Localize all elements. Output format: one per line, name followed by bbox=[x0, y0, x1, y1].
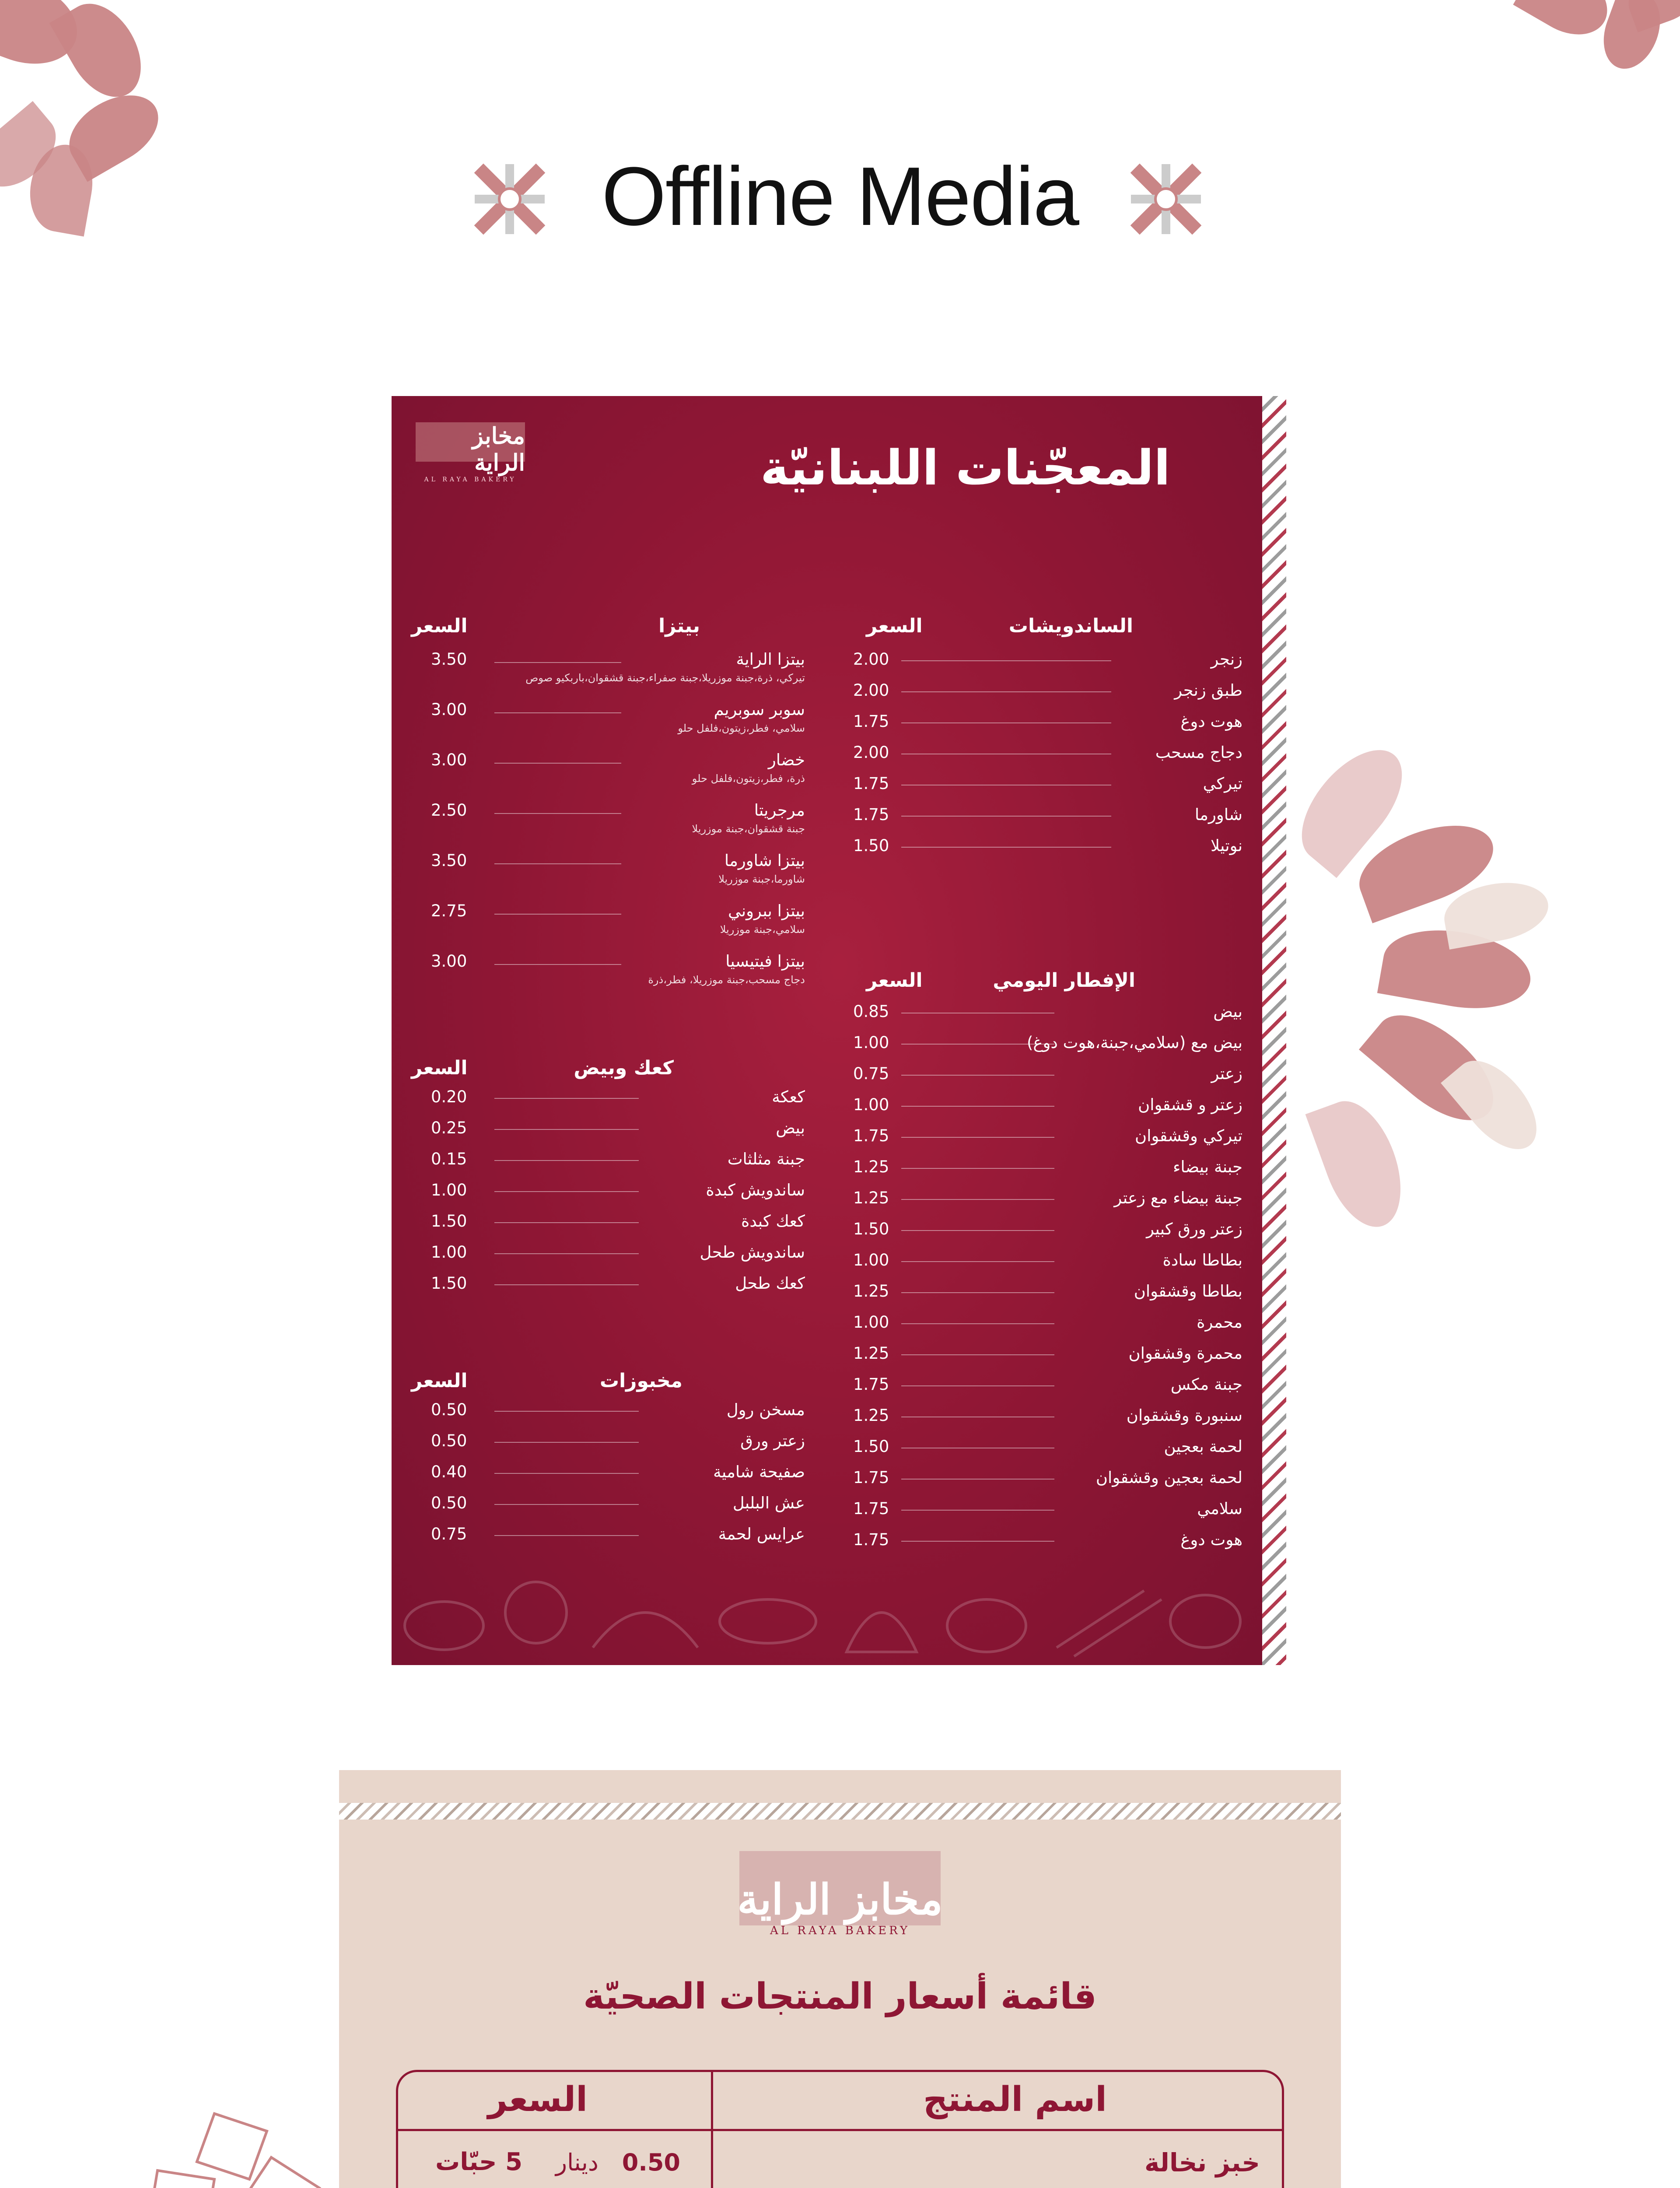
menu-item-leader-line bbox=[494, 1160, 639, 1161]
menu-item-leader-line bbox=[494, 1098, 639, 1099]
menu-item-name: تيركي وقشقوان bbox=[1135, 1126, 1242, 1145]
menu-item-leader-line bbox=[901, 1075, 1054, 1076]
menu-item-leader-line bbox=[901, 1323, 1054, 1324]
sandwiches-heading: الساندويشات bbox=[1008, 615, 1133, 637]
menu-item-price: 1.50 bbox=[853, 1437, 889, 1456]
menu-item-price: 1.25 bbox=[853, 1406, 889, 1425]
menu-item-price: 1.50 bbox=[431, 1274, 467, 1293]
bread-line-art bbox=[392, 1560, 1262, 1665]
menu-item-row bbox=[853, 1406, 1242, 1437]
menu-item-price: 1.50 bbox=[853, 836, 889, 855]
menu-item-price: 3.50 bbox=[431, 851, 467, 870]
menu-item-row bbox=[853, 650, 1242, 680]
menu-item-name: سنبورة وقشقوان bbox=[1126, 1406, 1242, 1425]
menu-item-leader-line bbox=[494, 813, 621, 814]
menu-item-row bbox=[853, 1251, 1242, 1281]
menu-item-leader-line bbox=[494, 1442, 639, 1443]
menu-item-leader-line bbox=[901, 1199, 1054, 1200]
product-currency: دينار bbox=[556, 2149, 598, 2176]
pizza-price-heading: السعر bbox=[411, 615, 468, 637]
menu-item-price: 1.50 bbox=[853, 1220, 889, 1238]
menu-item-leader-line bbox=[901, 1106, 1054, 1107]
menu-item-leader-line bbox=[901, 816, 1111, 817]
menu-item-leader-line bbox=[494, 1473, 639, 1474]
menu-item-row bbox=[853, 805, 1242, 836]
menu-item-price: 3.50 bbox=[431, 650, 467, 669]
menu-item-name: بيتزا الراية bbox=[736, 650, 805, 669]
menu-item-name: زعتر bbox=[1211, 1064, 1242, 1083]
pizza-heading: بيتزا bbox=[658, 615, 700, 637]
menu-item-name: مرجريتا bbox=[754, 801, 805, 820]
menu-item-name: كعك طحل bbox=[735, 1274, 805, 1293]
menu-item-leader-line bbox=[901, 1510, 1054, 1511]
menu-item-row bbox=[416, 1431, 805, 1462]
product-column-header: اسم المنتج bbox=[923, 2080, 1107, 2119]
menu-item-row bbox=[416, 1119, 805, 1149]
menu-item-row bbox=[416, 1150, 805, 1180]
menu-item-name: بيتزا ببروني bbox=[728, 901, 805, 920]
baked-price-heading: السعر bbox=[411, 1370, 468, 1392]
menu-item-price: 0.40 bbox=[431, 1462, 467, 1481]
menu-item-row bbox=[853, 1313, 1242, 1343]
menu-item-price: 1.25 bbox=[853, 1344, 889, 1363]
menu-item-name: بطاطا سادة bbox=[1162, 1251, 1242, 1269]
top-braid-border bbox=[339, 1803, 1341, 1820]
menu-item-description: سلامي،جبنة موزريلا bbox=[720, 923, 805, 936]
menu-item-leader-line bbox=[494, 662, 621, 663]
menu-item-price: 3.00 bbox=[431, 952, 467, 971]
menu-item-row bbox=[416, 1087, 805, 1118]
menu-item-leader-line bbox=[901, 1230, 1054, 1231]
menu-item-price: 1.75 bbox=[853, 1375, 889, 1394]
menu-item-row bbox=[416, 1243, 805, 1273]
healthy-menu-title: قائمة أسعار المنتجات الصحيّة bbox=[583, 1976, 1097, 2017]
menu-item-row bbox=[416, 1274, 805, 1304]
right-flower-decoration bbox=[1269, 744, 1575, 1313]
menu-item-description: دجاج مسحب،جبنة موزريلا، فطر،ذرة bbox=[648, 974, 805, 986]
menu-item-name: بيض bbox=[1213, 1002, 1242, 1021]
menu-item-row bbox=[853, 681, 1242, 712]
menu-item-leader-line bbox=[901, 660, 1111, 661]
menu-item-row bbox=[853, 1002, 1242, 1033]
menu-item-price: 2.00 bbox=[853, 681, 889, 700]
menu-item-price: 0.20 bbox=[431, 1087, 467, 1106]
menu-item-leader-line bbox=[901, 1479, 1054, 1480]
product-price: 0.50 bbox=[622, 2149, 680, 2176]
menu-item-price: 1.75 bbox=[853, 1530, 889, 1549]
menu-item-name: عرايس لحمة bbox=[718, 1525, 805, 1543]
page-title: Offline Media bbox=[602, 150, 1078, 243]
pizza-section bbox=[411, 615, 805, 1009]
menu-item-price: 0.85 bbox=[853, 1002, 889, 1021]
menu-item-name: سلامي bbox=[1197, 1499, 1242, 1518]
menu-item-name: صفيحة شامية bbox=[713, 1462, 805, 1481]
menu-item-name: جبنة مكس bbox=[1170, 1375, 1242, 1394]
menu-item-price: 3.00 bbox=[431, 700, 467, 719]
menu-item-leader-line bbox=[901, 847, 1111, 848]
menu-item-name: لحمة بعجين bbox=[1164, 1437, 1242, 1456]
menu-item-price: 0.50 bbox=[431, 1494, 467, 1512]
menu-item-row bbox=[853, 1437, 1242, 1468]
menu-item-leader-line bbox=[901, 1385, 1054, 1386]
menu-item-name: بيض bbox=[776, 1119, 805, 1137]
menu-item-name: هوت دوغ bbox=[1180, 712, 1242, 731]
sandwiches-section bbox=[853, 615, 1242, 886]
product-name: خبز نخالة bbox=[1144, 2148, 1260, 2177]
menu-item-name: بيتزا شاورما bbox=[724, 851, 805, 870]
menu-item-row bbox=[416, 1400, 805, 1431]
menu-item-row bbox=[853, 1344, 1242, 1375]
menu-item-name: دجاج مسحب bbox=[1155, 743, 1242, 762]
menu-item-leader-line bbox=[494, 1284, 639, 1285]
price-column-header: السعر bbox=[488, 2080, 588, 2119]
menu-item-row bbox=[853, 1468, 1242, 1499]
menu-item-leader-line bbox=[901, 722, 1111, 723]
menu-item-description: جبنة قشقوان،جبنة موزريلا bbox=[692, 823, 805, 835]
menu-item-row bbox=[853, 1189, 1242, 1219]
menu-item-row bbox=[853, 712, 1242, 743]
menu-item-row bbox=[853, 836, 1242, 867]
menu-item-name: خضار bbox=[768, 750, 805, 769]
menu-item-name: كعكة bbox=[772, 1087, 805, 1106]
left-outline-flower-decoration bbox=[83, 2079, 346, 2188]
logo-arabic-text-beige: مخابز الراية bbox=[737, 1874, 943, 1924]
menu-item-leader-line bbox=[901, 1354, 1054, 1355]
menu-item-price: 1.75 bbox=[853, 774, 889, 793]
logo-arabic-text: مخابز الراية bbox=[472, 423, 525, 476]
menu-item-row bbox=[853, 1530, 1242, 1561]
menu-item-name: تيركي bbox=[1203, 774, 1242, 793]
menu-item-leader-line bbox=[494, 1191, 639, 1192]
menu-item-price: 2.75 bbox=[431, 901, 467, 920]
menu-item-name: طبق زنجر bbox=[1174, 681, 1242, 700]
menu-item-row bbox=[853, 743, 1242, 774]
sandwiches-price-heading: السعر bbox=[866, 615, 923, 637]
menu-item-name: جبنة بيضاء bbox=[1172, 1157, 1242, 1176]
menu-item-description: ذرة، فطر،زيتون،فلفل حلو bbox=[692, 772, 805, 785]
menu-item-name: محمرة وقشقوان bbox=[1128, 1344, 1242, 1363]
menu-item-price: 1.25 bbox=[853, 1189, 889, 1207]
menu-item-price: 1.00 bbox=[853, 1095, 889, 1114]
menu-item-name: زنجر bbox=[1211, 650, 1242, 669]
menu-item-name: زعتر ورق كبير bbox=[1146, 1220, 1242, 1238]
menu-item-row bbox=[853, 1282, 1242, 1312]
lebanese-pastries-menu bbox=[392, 396, 1286, 1665]
menu-item-leader-line bbox=[494, 763, 621, 764]
menu-item-leader-line bbox=[494, 863, 621, 864]
menu-item-price: 0.25 bbox=[431, 1119, 467, 1137]
kaak-heading: كعك وبيض bbox=[574, 1057, 674, 1079]
menu-item-leader-line bbox=[494, 1129, 639, 1130]
menu-item-name: هوت دوغ bbox=[1180, 1530, 1242, 1549]
menu-item-leader-line bbox=[494, 712, 621, 713]
menu-item-price: 1.00 bbox=[853, 1033, 889, 1052]
menu-item-name: مسخن رول bbox=[726, 1400, 805, 1419]
product-unit: 5 حبّات bbox=[435, 2148, 522, 2176]
baked-heading: مخبوزات bbox=[599, 1370, 682, 1392]
menu-item-row bbox=[853, 1499, 1242, 1530]
menu-item-price: 2.50 bbox=[431, 801, 467, 820]
menu-item-row bbox=[416, 1525, 805, 1555]
menu-item-price: 1.00 bbox=[431, 1181, 467, 1199]
menu-item-row bbox=[853, 1095, 1242, 1126]
menu-item-row bbox=[416, 1462, 805, 1493]
menu-item-name: كعك كبدة bbox=[741, 1212, 805, 1231]
menu-item-row bbox=[853, 1126, 1242, 1157]
menu-item-price: 0.75 bbox=[431, 1525, 467, 1543]
menu-item-name: عش البلبل bbox=[732, 1494, 805, 1512]
menu-item-row bbox=[853, 1157, 1242, 1188]
menu-item-price: 0.50 bbox=[431, 1400, 467, 1419]
menu-item-price: 0.15 bbox=[431, 1150, 467, 1168]
kaak-price-heading: السعر bbox=[411, 1057, 468, 1079]
menu-item-price: 1.25 bbox=[853, 1282, 889, 1301]
menu-item-leader-line bbox=[494, 1253, 639, 1254]
menu-item-row bbox=[416, 650, 805, 684]
menu-item-price: 1.50 bbox=[431, 1212, 467, 1231]
menu-item-name: زعتر ورق bbox=[740, 1431, 805, 1450]
menu-item-row bbox=[416, 750, 805, 785]
menu-item-price: 1.75 bbox=[853, 805, 889, 824]
menu-item-name: لحمة بعجين وقشقوان bbox=[1096, 1468, 1242, 1487]
table-row bbox=[398, 2129, 1282, 2188]
menu-item-row bbox=[416, 1181, 805, 1211]
menu-item-price: 2.00 bbox=[853, 743, 889, 762]
menu-title: المعجّنات اللبنانيّة bbox=[760, 440, 1170, 496]
menu-item-name: ساندويش طحل bbox=[700, 1243, 805, 1262]
menu-item-price: 1.00 bbox=[431, 1243, 467, 1262]
logo-english-text: AL RAYA BAKERY bbox=[424, 476, 517, 483]
logo-english-text-beige: AL RAYA BAKERY bbox=[770, 1924, 910, 1937]
menu-item-row bbox=[853, 774, 1242, 805]
menu-item-row bbox=[853, 1033, 1242, 1064]
breakfast-price-heading: السعر bbox=[866, 969, 923, 992]
menu-item-price: 0.75 bbox=[853, 1064, 889, 1083]
menu-item-name: شاورما bbox=[1194, 805, 1242, 824]
menu-item-leader-line bbox=[494, 1222, 639, 1223]
menu-item-row bbox=[416, 700, 805, 734]
menu-item-price: 1.75 bbox=[853, 1126, 889, 1145]
menu-item-name: بيتزا فيتيسيا bbox=[725, 952, 805, 971]
menu-item-row bbox=[416, 901, 805, 936]
menu-item-row bbox=[416, 1494, 805, 1524]
menu-item-name: محمرة bbox=[1197, 1313, 1242, 1332]
menu-item-row bbox=[853, 1064, 1242, 1095]
menu-item-name: جبنة مثلثات bbox=[727, 1150, 805, 1168]
menu-item-description: شاورما،جبنة موزريلا bbox=[718, 873, 805, 885]
menu-item-leader-line bbox=[494, 1411, 639, 1412]
menu-item-leader-line bbox=[901, 1261, 1054, 1262]
menu-item-leader-line bbox=[494, 1535, 639, 1536]
menu-item-name: بطاطا وقشقوان bbox=[1134, 1282, 1242, 1301]
menu-item-leader-line bbox=[494, 914, 621, 915]
breakfast-section bbox=[853, 969, 1242, 1551]
menu-item-description: تيركي، ذرة،جبنة موزريلا،جبنة صفراء،جبنة قشقوان،باربكيو صوص bbox=[525, 672, 805, 684]
menu-item-name: زعتر و قشقوان bbox=[1138, 1095, 1242, 1114]
kaak-section bbox=[411, 1057, 805, 1311]
bakery-logo bbox=[416, 422, 525, 484]
menu-item-name: جبنة بيضاء مع زعتر bbox=[1114, 1189, 1242, 1207]
menu-item-row bbox=[853, 1375, 1242, 1406]
menu-item-name: ساندويش كبدة bbox=[706, 1181, 805, 1199]
menu-item-price: 2.00 bbox=[853, 650, 889, 669]
menu-item-price: 1.00 bbox=[853, 1251, 889, 1269]
breakfast-heading: الإفطار اليومي bbox=[993, 969, 1135, 992]
menu-item-price: 1.25 bbox=[853, 1157, 889, 1176]
menu-item-price: 1.75 bbox=[853, 1468, 889, 1487]
menu-item-price: 1.00 bbox=[853, 1313, 889, 1332]
healthy-products-menu bbox=[339, 1770, 1341, 2188]
menu-item-price: 3.00 bbox=[431, 750, 467, 769]
menu-item-leader-line bbox=[901, 1168, 1054, 1169]
menu-item-row bbox=[416, 801, 805, 835]
menu-item-name: بيض مع (سلامي،جبنة،هوت دوغ) bbox=[1027, 1033, 1242, 1052]
menu-item-row bbox=[853, 1220, 1242, 1250]
menu-side-border bbox=[1262, 396, 1286, 1665]
menu-item-leader-line bbox=[901, 691, 1111, 692]
menu-item-price: 1.75 bbox=[853, 1499, 889, 1518]
menu-item-price: 0.50 bbox=[431, 1431, 467, 1450]
menu-item-leader-line bbox=[901, 1541, 1054, 1542]
bakery-logo-beige bbox=[731, 1851, 949, 1960]
menu-item-leader-line bbox=[494, 1504, 639, 1505]
price-table bbox=[396, 2070, 1284, 2188]
menu-item-leader-line bbox=[494, 964, 621, 965]
menu-item-name: سوبر سوبريم bbox=[714, 700, 805, 719]
menu-item-row bbox=[416, 851, 805, 885]
menu-item-leader-line bbox=[901, 1044, 1054, 1045]
menu-item-description: سلامي، فطر،زيتون،فلفل حلو bbox=[678, 722, 805, 734]
menu-item-leader-line bbox=[901, 1292, 1054, 1293]
top-right-flower-decoration bbox=[1505, 0, 1680, 105]
menu-item-row bbox=[416, 952, 805, 986]
menu-item-name: نوتيلا bbox=[1211, 836, 1242, 855]
right-star-ornament-icon bbox=[1118, 151, 1214, 247]
menu-item-row bbox=[416, 1212, 805, 1242]
baked-section bbox=[411, 1370, 805, 1571]
menu-item-price: 1.75 bbox=[853, 712, 889, 731]
menu-item-leader-line bbox=[901, 1137, 1054, 1138]
